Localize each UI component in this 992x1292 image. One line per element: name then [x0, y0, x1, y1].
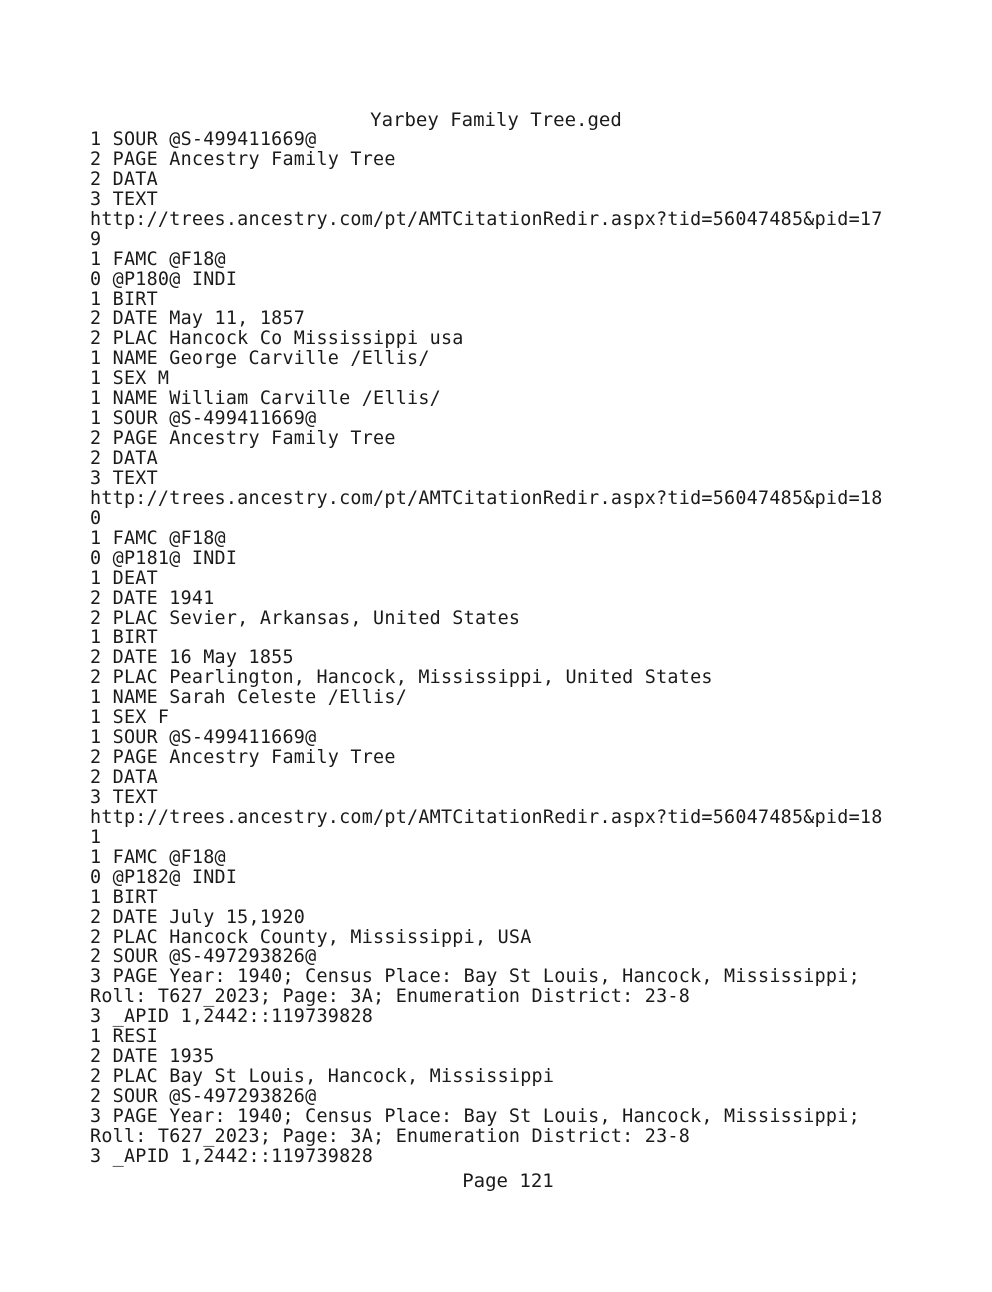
text-line: 3 TEXT [90, 467, 158, 489]
text-line: 1 BIRT [90, 288, 158, 310]
text-line: 1 SEX M [90, 368, 170, 390]
text-line: 1 DEAT [90, 567, 158, 589]
text-line: 2 DATA [90, 448, 158, 469]
document-title: Yarbey Family Tree.ged [370, 109, 622, 131]
text-line: 2 DATE 16 May 1855 [90, 647, 294, 669]
text-line: 3 _APID 1,2442::119739828 [90, 1145, 374, 1167]
text-line: 2 DATA [90, 168, 158, 190]
text-line: 2 PLAC Sevier, Arkansas, United States [90, 607, 521, 629]
text-line: 1 FAMC @F18@ [90, 527, 226, 549]
text-line: http://trees.ancestry.com/pt/AMTCitationRedir.aspx?tid=56047485&pid=17 [90, 208, 883, 230]
text-line: 3 PAGE Year: 1940; Census Place: Bay St Louis, Hancock, Mississippi; [90, 1105, 860, 1127]
text-line: 9 [90, 228, 102, 250]
text-line: 2 SOUR @S-497293826@ [90, 946, 317, 968]
text-line: 2 DATA [90, 767, 158, 788]
text-line: 1 FAMC @F18@ [90, 248, 226, 270]
text-line: 1 [90, 826, 102, 848]
text-line: 1 SOUR @S-499411669@ [90, 129, 317, 150]
text-line: 3 PAGE Year: 1940; Census Place: Bay St Louis, Hancock, Mississippi; [90, 966, 860, 988]
document-body [90, 130, 970, 1167]
text-line: 1 BIRT [90, 886, 158, 908]
text-line: 1 SOUR @S-499411669@ [90, 408, 317, 430]
text-line: 0 @P180@ INDI [90, 268, 238, 290]
text-line: 2 PLAC Hancock County, Mississippi, USA [90, 926, 532, 948]
text-line: 2 DATE May 11, 1857 [90, 308, 306, 330]
text-line: 0 @P182@ INDI [90, 866, 238, 888]
text-line: 1 RESI [90, 1026, 158, 1048]
text-line: 3 TEXT [90, 188, 158, 210]
text-line: 1 SOUR @S-499411669@ [90, 727, 317, 749]
text-line: 2 SOUR @S-497293826@ [90, 1086, 317, 1107]
text-line: 2 PLAC Bay St Louis, Hancock, Mississippi [90, 1066, 555, 1088]
page-number: Page 121 [462, 1170, 554, 1192]
text-line: 1 NAME George Carville /Ellis/ [90, 348, 430, 370]
text-line: 2 DATE July 15,1920 [90, 906, 306, 928]
text-line: 2 PAGE Ancestry Family Tree [90, 747, 396, 769]
text-line: 2 DATE 1935 [90, 1046, 215, 1068]
text-line: 1 NAME William Carville /Ellis/ [90, 388, 441, 410]
text-line: Roll: T627_2023; Page: 3A; Enumeration District: 23-8 [90, 986, 691, 1008]
text-line: 2 PAGE Ancestry Family Tree [90, 148, 396, 170]
text-line: 2 PLAC Hancock Co Mississippi usa [90, 328, 464, 350]
text-line: Roll: T627_2023; Page: 3A; Enumeration District: 23-8 [90, 1125, 691, 1147]
text-line: 3 TEXT [90, 786, 158, 808]
text-line: 3 _APID 1,2442::119739828 [90, 1006, 374, 1028]
text-line: 2 DATE 1941 [90, 587, 215, 609]
text-line: 2 PAGE Ancestry Family Tree [90, 428, 396, 450]
text-line: 2 PLAC Pearlington, Hancock, Mississippi, United States [90, 667, 713, 689]
text-line: 1 SEX F [90, 707, 170, 729]
text-line: 1 NAME Sarah Celeste /Ellis/ [90, 687, 408, 709]
text-line: http://trees.ancestry.com/pt/AMTCitationRedir.aspx?tid=56047485&pid=18 [90, 806, 883, 828]
text-line: 1 BIRT [90, 627, 158, 649]
text-line: 0 [90, 507, 102, 529]
text-line: 0 @P181@ INDI [90, 547, 238, 569]
text-line: 1 FAMC @F18@ [90, 846, 226, 868]
text-line: http://trees.ancestry.com/pt/AMTCitationRedir.aspx?tid=56047485&pid=18 [90, 487, 883, 509]
